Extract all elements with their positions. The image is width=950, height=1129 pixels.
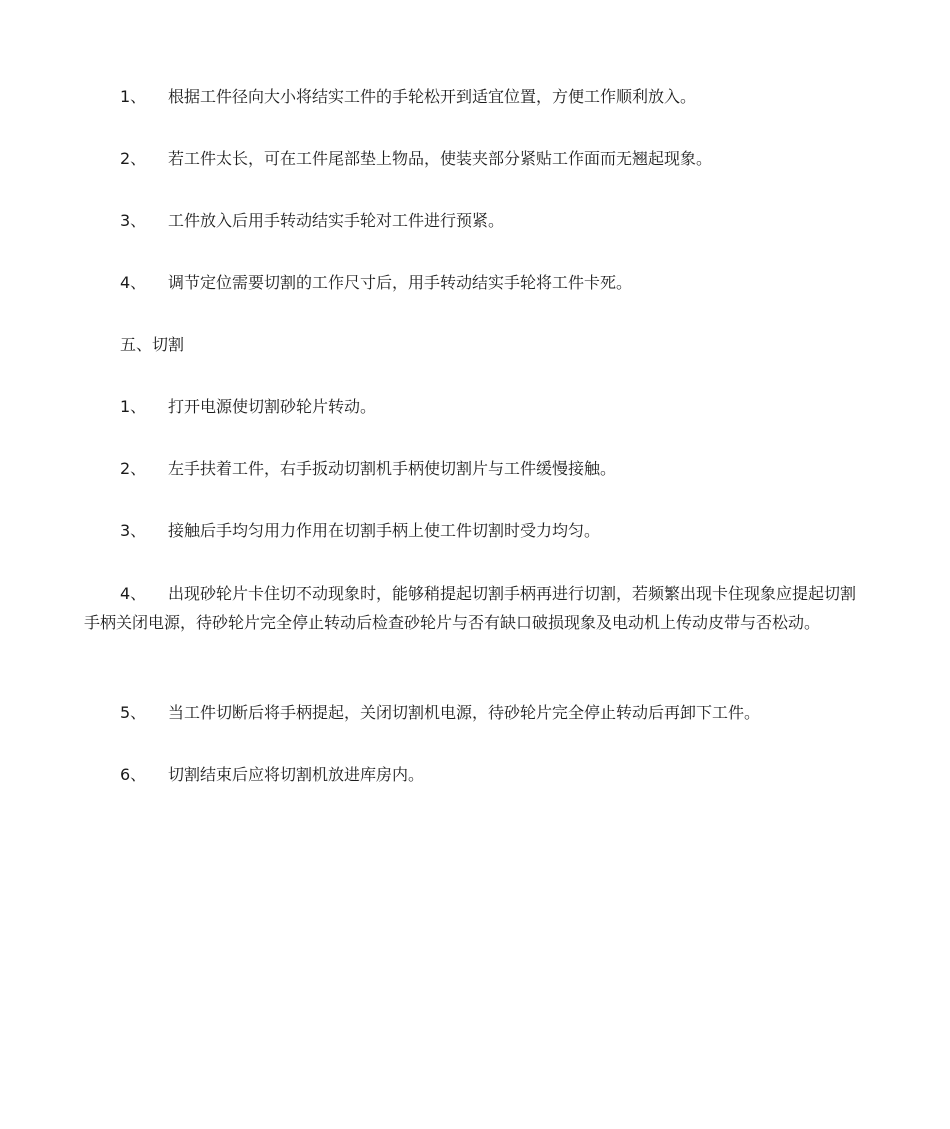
- item-number: 3、: [120, 211, 147, 230]
- list-item: [120, 517, 600, 545]
- item-number: 1、: [120, 397, 147, 416]
- list-item: [120, 455, 616, 483]
- list-item: [120, 207, 504, 235]
- item-number: 1、: [120, 87, 147, 106]
- list-item: [120, 393, 376, 421]
- item-text: 出现砂轮片卡住切不动现象时，能够稍提起切割手柄再进行切割，若频繁出现卡住现象应提起切割手柄关闭电源，待砂轮片完全停止转动后检查砂轮片与否有缺口破损现象及电动机上传动皮带与否松动。: [84, 584, 857, 632]
- item-number: 2、: [120, 149, 147, 168]
- list-item: [120, 145, 712, 173]
- list-item: [120, 761, 424, 789]
- item-text: 接触后手均匀用力作用在切割手柄上使工件切割时受力均匀。: [168, 521, 601, 540]
- item-text: 工件放入后用手转动结实手轮对工件进行预紧。: [168, 211, 505, 230]
- item-text: 调节定位需要切割的工作尺寸后，用手转动结实手轮将工件卡死。: [168, 273, 633, 292]
- item-text: 根据工件径向大小将结实工件的手轮松开到适宜位置，方便工作顺利放入。: [168, 87, 697, 106]
- item-number: 4、: [120, 584, 147, 603]
- item-text: 当工件切断后将手柄提起，关闭切割机电源，待砂轮片完全停止转动后再卸下工件。: [168, 703, 761, 722]
- item-number: 3、: [120, 521, 147, 540]
- list-item-multiline: [84, 579, 870, 637]
- item-text: 左手扶着工件，右手扳动切割机手柄使切割片与工件缓慢接触。: [168, 459, 617, 478]
- list-item: [120, 83, 696, 111]
- list-item: [120, 699, 760, 727]
- item-number: 2、: [120, 459, 147, 478]
- item-text: 若工件太长，可在工件尾部垫上物品，使装夹部分紧贴工作面而无翘起现象。: [168, 149, 713, 168]
- item-text: 切割结束后应将切割机放进库房内。: [168, 765, 425, 784]
- item-number: 6、: [120, 765, 147, 784]
- list-item: [120, 269, 632, 297]
- item-text: 打开电源使切割砂轮片转动。: [168, 397, 377, 416]
- item-number: 5、: [120, 703, 147, 722]
- section-heading: 五、切割: [120, 335, 185, 354]
- item-number: 4、: [120, 273, 147, 292]
